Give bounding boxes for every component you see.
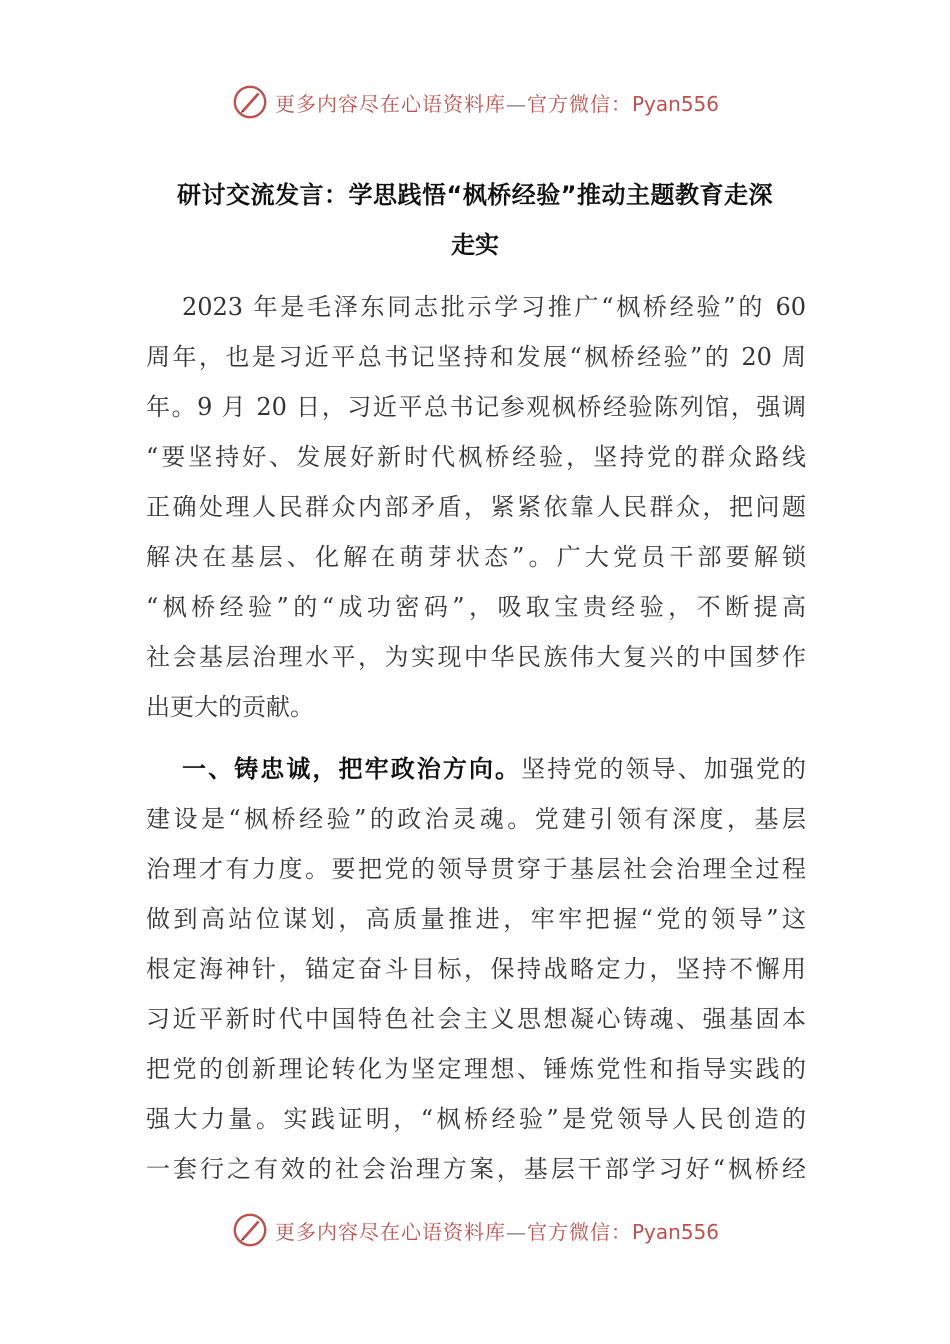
para2-line: 根定海神针，锚定奋斗目标，保持战略定力，坚持不懈用 bbox=[146, 955, 806, 983]
watermark-official: 官方微信： bbox=[526, 1219, 632, 1244]
para1-line: “枫桥经验”的“成功密码”，吸取宝贵经验，不断提高 bbox=[146, 593, 806, 621]
watermark-main: 更多内容尽在心语资料库 bbox=[274, 1219, 506, 1244]
para2-line: 强大力量。实践证明，“枫桥经验”是党领导人民创造的 bbox=[146, 1105, 806, 1133]
para1-line: 年。9 月 20 日，习近平总书记参观枫桥经验陈列馆，强调 bbox=[146, 393, 806, 421]
para2-line: 做到高站位谋划，高质量推进，牢牢把握“党的领导”这 bbox=[146, 905, 806, 933]
para2-line: 建设是“枫桥经验”的政治灵魂。党建引领有深度，基层 bbox=[146, 805, 806, 833]
para1-line: 正确处理人民群众内部矛盾，紧紧依靠人民群众，把问题 bbox=[146, 493, 806, 521]
para1-line: “要坚持好、发展好新时代枫桥经验，坚持党的群众路线 bbox=[146, 443, 806, 471]
watermark-dash: — bbox=[505, 1219, 527, 1244]
header-watermark bbox=[0, 80, 950, 124]
section-heading: 一、铸忠诚，把牢政治方向。 bbox=[182, 755, 522, 783]
watermark-id: Pyan556 bbox=[631, 1219, 719, 1244]
para2-line: 一套行之有效的社会治理方案，基层干部学习好“枫桥经 bbox=[146, 1155, 806, 1183]
para1-line: 社会基层治理水平，为实现中华民族伟大复兴的中国梦作 bbox=[146, 643, 806, 671]
para2-line: 把党的创新理论转化为坚定理想、锤炼党性和指导实践的 bbox=[146, 1055, 806, 1083]
doc-title-line-1: 研讨交流发言：学思践悟“枫桥经验”推动主题教育走深 bbox=[176, 181, 774, 209]
footer-watermark bbox=[0, 1208, 950, 1252]
para2-line: 治理才有力度。要把党的领导贯穿于基层社会治理全过程 bbox=[146, 855, 806, 883]
watermark-main: 更多内容尽在心语资料库 bbox=[274, 91, 506, 116]
watermark-dash: — bbox=[505, 91, 527, 116]
para1-line: 2023 年是毛泽东同志批示学习推广“枫桥经验”的 60 bbox=[182, 293, 806, 321]
paragraph-gap bbox=[146, 732, 806, 744]
para1-line: 周年，也是习近平总书记坚持和发展“枫桥经验”的 20 周 bbox=[146, 343, 806, 371]
para2-line: 习近平新时代中国特色社会主义思想凝心铸魂、强基固本 bbox=[146, 1005, 806, 1033]
quill-logo-icon bbox=[231, 83, 269, 121]
watermark-id: Pyan556 bbox=[631, 91, 719, 116]
watermark-official: 官方微信： bbox=[526, 91, 632, 116]
quill-logo-icon bbox=[231, 1211, 269, 1249]
doc-body bbox=[146, 282, 806, 1194]
para2-first-line bbox=[146, 744, 806, 794]
para1-line: 出更大的贡献。 bbox=[146, 693, 314, 721]
doc-title-line-2: 走实 bbox=[451, 231, 499, 259]
para1-line: 解决在基层、化解在萌芽状态”。广大党员干部要解锁 bbox=[146, 543, 806, 571]
para2-first-rest: 坚持党的领导、加强党的 bbox=[521, 755, 807, 783]
